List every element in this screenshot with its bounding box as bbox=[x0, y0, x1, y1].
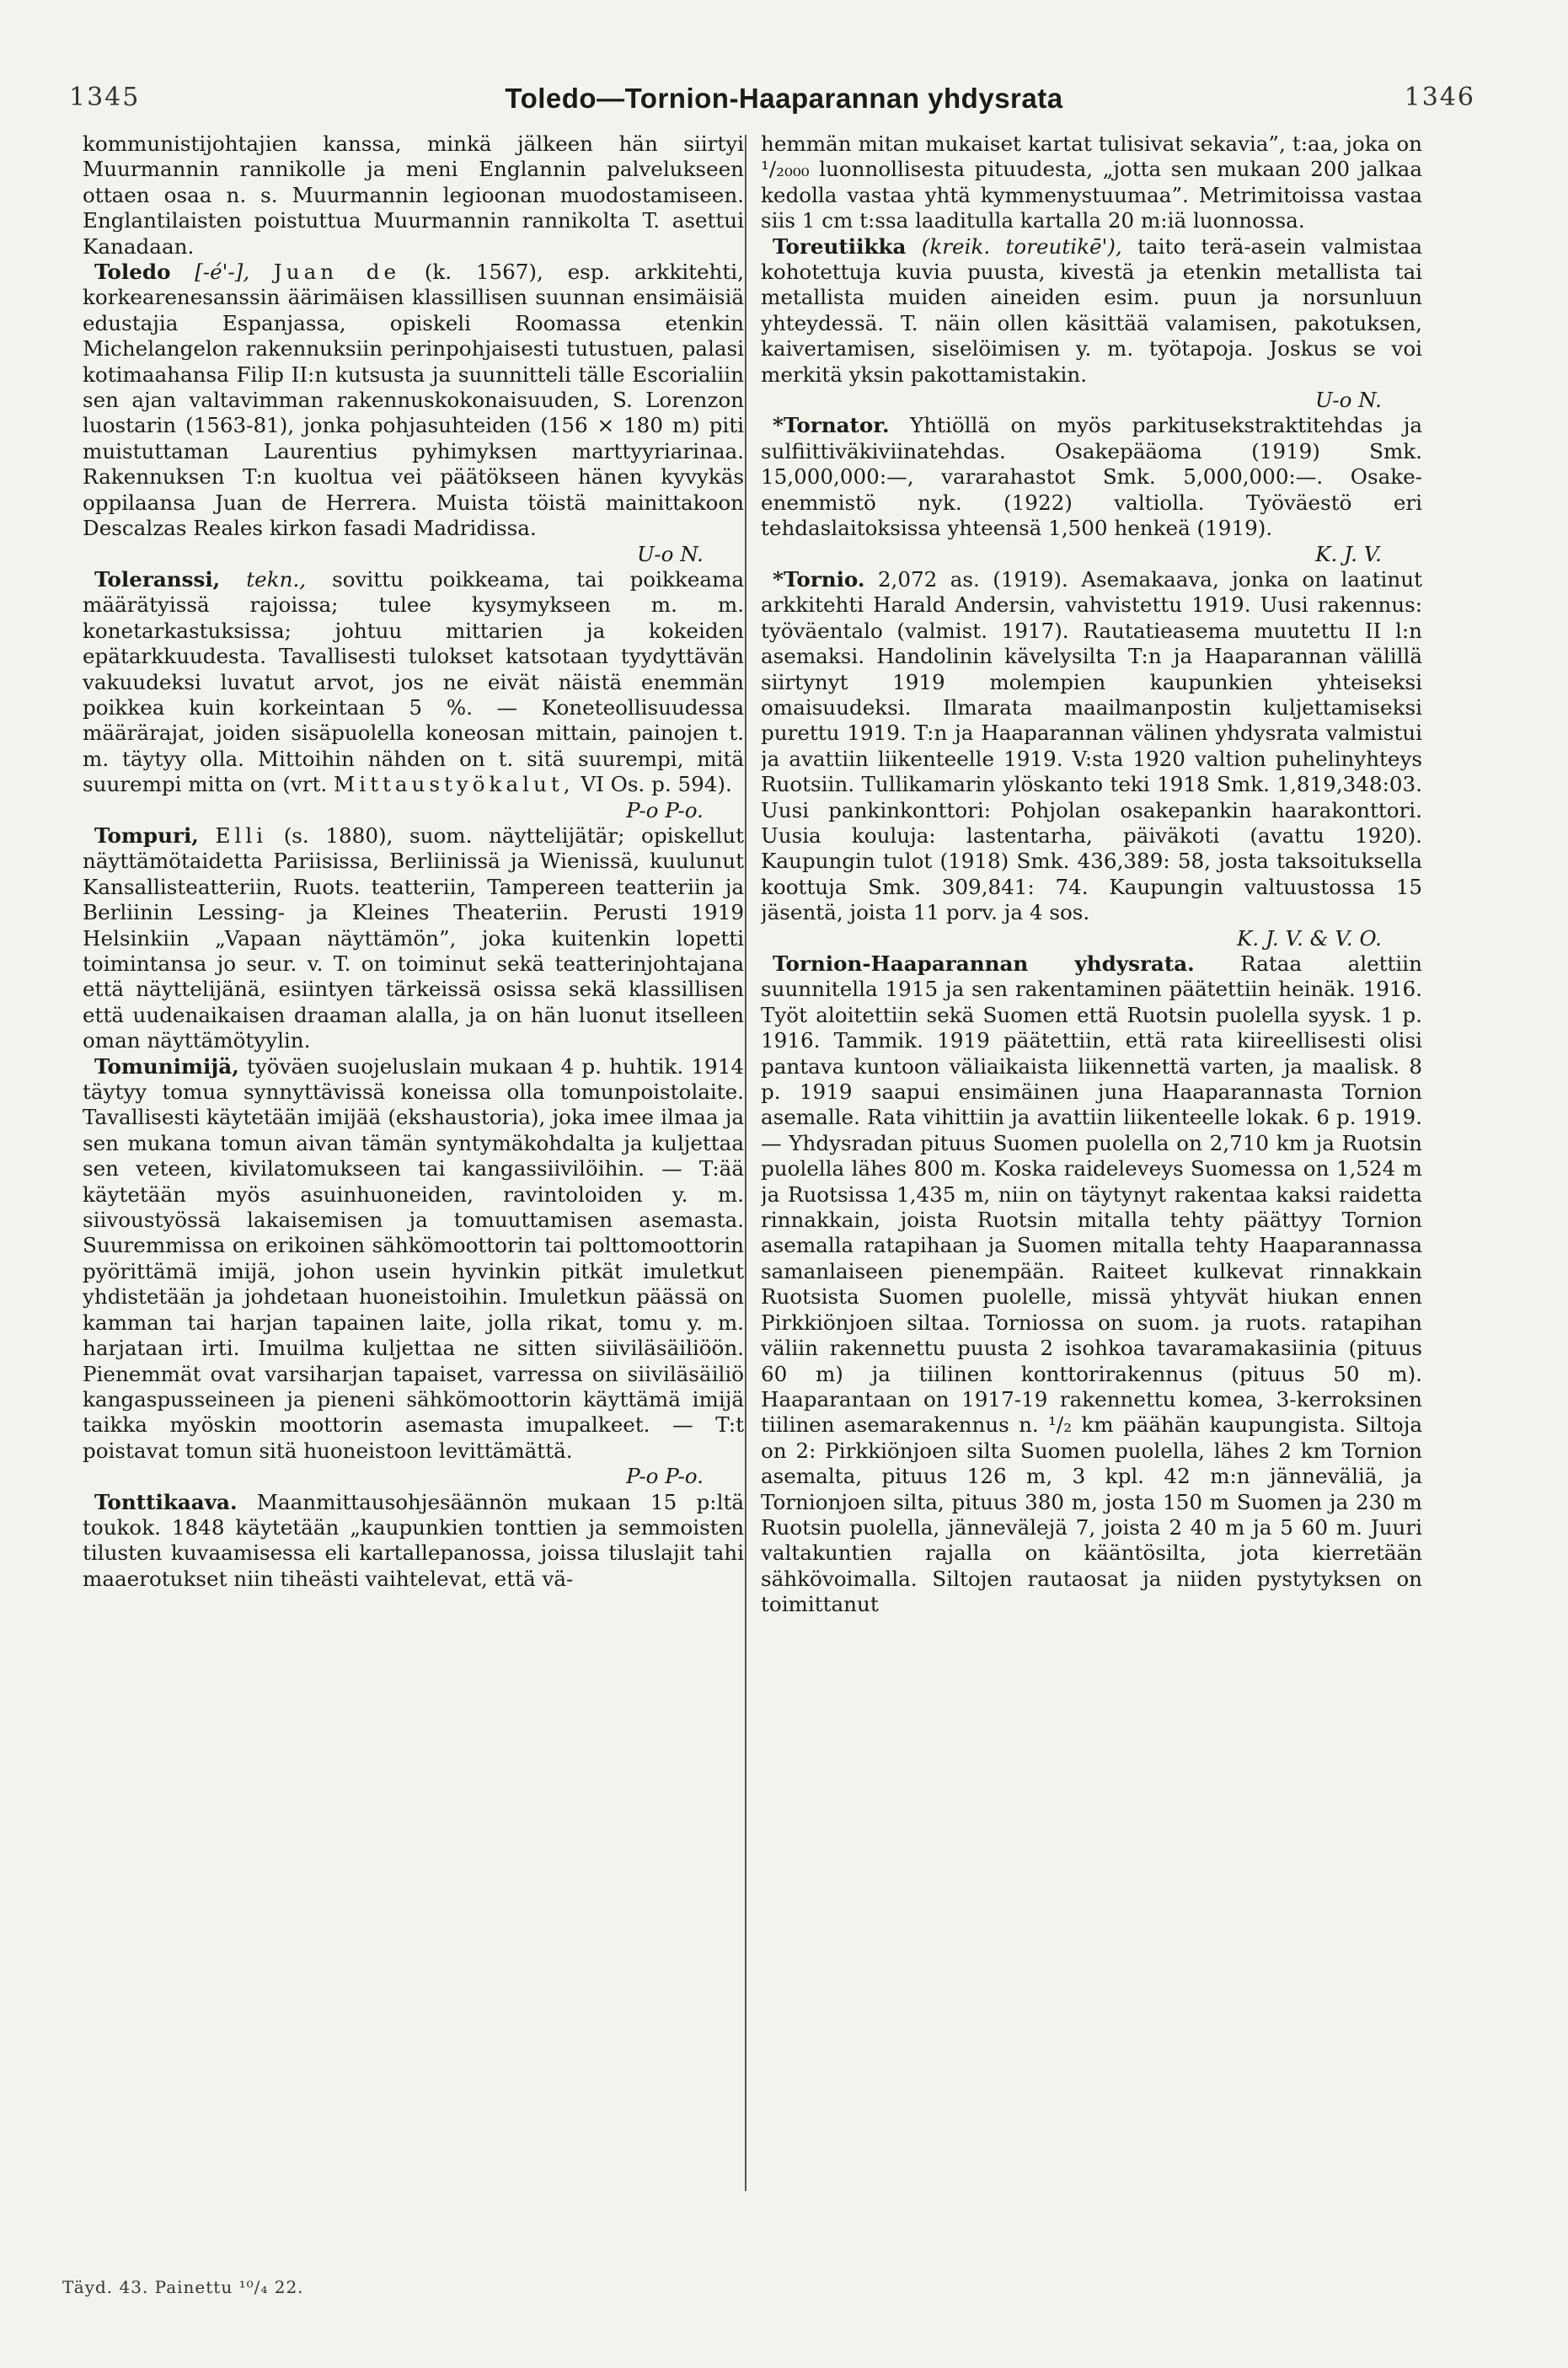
author-signature: U-o N. bbox=[1315, 388, 1382, 413]
entry-text: (k. 1567), esp. arkkitehti, korkearenesanssin äärimäisen klassillisen suunnan ensimäisiä edustajia Espanjassa, opiskeli Roomassa etenkin Michelangelon rakennuksiin perinpohjaisesti tutustuen, palasi kotimaahansa Filip II:n kutsusta ja suunnitteli tälle Escorialiin sen ajan valtavimman rakennuskokonaisuuden, S. Lorenzon luostarin (1563-81), jonka pohjasuhteiden (156 × 180 m) piti muistuttaman Laurentius pyhimyksen marttyyriarinaa. Rakennuksen T:n kuoltua vei päätökseen hänen kyvykäs oppilaansa Juan de Herrera. Muista töistä mainittakoon Descalzas Reales kirkon fasadi Madridissa. bbox=[83, 260, 744, 541]
entry-text: (s. 1880), suom. näyttelijätär; opiskellut näyttämötaidetta Pariisissa, Berliinissä ja Wienissä, kuulunut Kansallisteatteriin, Ruots. teatteriin, Tampereen teatteriin ja Berliinin Lessing- ja Kleines Theateriin. Perusti 1919 Helsinkiin „Vapaan näyttämön”, joka kuitenkin lopetti toimintansa jo seur. v. T. on toiminut sekä teatterinjohtajana että näyttelijänä, esiintyen tärkeissä osissa sekä klassillisen että uudenaikaisen draaman alalla, ja on hän luonut itselleen oman näyttämötyylin. bbox=[83, 822, 744, 1053]
entry-toledo bbox=[83, 260, 744, 541]
entry-text: työväen suojeluslain mukaan 4 p. huhtik. 1914 täytyy tomua synnyttävissä koneissa olla tomunpoistolaite. Tavallisesti käytetään imijää (ekshaustoria), joka imee ilmaa ja sen mukana tomun aivan tämän syntymäkohdalta ja kuljettaa sen veteen, kivilatomukseen tai kangassiivilöihin. — T:ää käytetään myös asuinhuoneiden, ravintoloiden y. m. siivoustyössä lakaisemisen ja tomuuttamisen asemasta. Suuremmissa on erikoinen sähkömoottorin tai polttomoottorin pyörittämä imijä, johon usein hyvinkin pitkät imuletkut yhdistetään ja johdetaan huoneistoihin. Imuletkun päässä on kamman tai harjan tapainen laite, jolla rikat, tomu y. m. harjataan irti. Imuilma kuljettaa ne sitten siiviläsäiliöön. Pienemmät ovat varsiharjan tapaiset, varressa on siiviläsäiliö kangaspusseineen ja pieneni sähkömoottorin käyttämä imijä taikka myöskin moottorin asemasta imupalkeet. — T:t poistavat tomun sitä huoneistoon levittämättä. bbox=[83, 1053, 744, 1463]
headword: Tornion-Haaparannan yhdysrata. bbox=[773, 951, 1195, 976]
printer-footer: Täyd. 43. Painettu ¹⁰/₄ 22. bbox=[62, 2277, 304, 2297]
headword: *Tornio. bbox=[773, 566, 865, 592]
entry-tonttikaava bbox=[83, 1490, 744, 1593]
entry-text-tail: VI Os. p. 594). bbox=[581, 772, 732, 797]
entry-tompuri bbox=[83, 823, 744, 1054]
headword: Tonttikaava. bbox=[94, 1489, 238, 1514]
cross-reference: Mittaustyökalut, bbox=[334, 772, 575, 797]
pronunciation: [-é'-], bbox=[195, 260, 250, 285]
author-signature: P-o P-o. bbox=[626, 797, 704, 822]
headword: Toledo bbox=[94, 260, 171, 285]
entry-tornio bbox=[761, 567, 1422, 926]
author-signature: K. J. V. bbox=[1315, 541, 1382, 566]
field-abbreviation: tekn., bbox=[246, 566, 307, 592]
person-name: Elli bbox=[215, 822, 268, 848]
headword: Toreutiikka bbox=[773, 233, 907, 259]
left-column bbox=[83, 131, 744, 2213]
author-signature: P-o P-o. bbox=[626, 1464, 704, 1489]
etymology: (kreik. toreutikē'), bbox=[921, 233, 1122, 259]
entry-tornion-haaparanta bbox=[761, 951, 1422, 1618]
column-divider bbox=[745, 135, 747, 2191]
entry-tomunimija bbox=[83, 1054, 744, 1465]
entry-tornator bbox=[761, 413, 1422, 541]
entry-text: Yhtiöllä on myös parkitusekstraktitehdas ja sulfiittiväkiviinatehdas. Osakepääoma (1919) Smk. 15,000,000:—, vararahastot Smk. 5,000,000:—. Osake-enemmistö nyk. (1922) valtiolla. Työväestö eri tehdaslaitoksissa yhteensä 1,500 henkeä (1919). bbox=[761, 413, 1422, 541]
entry-toreutiikka bbox=[761, 234, 1422, 388]
entry-text: Maanmittausohjesäännön mukaan 15 p:ltä toukok. 1848 käytetään „kaupunkien tonttien ja semmoisten tilusten kuvaamisessa eli kartallepanossa, joissa tiluslajit tahi maaerotukset niin tiheästi vaihtelevat, että vä- bbox=[83, 1489, 744, 1591]
page-header bbox=[0, 83, 1568, 126]
headword: Toleranssi, bbox=[94, 566, 221, 592]
headword: Tompuri, bbox=[94, 822, 199, 848]
author-signature: U-o N. bbox=[637, 541, 704, 566]
entry-text: 2,072 as. (1919). Asemakaava, jonka on laatinut arkkitehti Harald Andersin, vahvistettu 1919. Uusi rakennus: työväentalo (valmist. 1917). Rautatieasema muutettu II l:n asemaksi. Handolinin kävelysilta T:n ja Haaparannan välillä siirtynyt 1919 molempien kaupunkien yhteiseksi omaisuudeksi. Ilmarata maailmanpostin kuljettamiseksi purettu 1919. T:n ja Haaparannan välinen yhdysrata valmistui ja avattiin liikenteelle 1919. V:sta 1920 valtion puhelinyhteys Ruotsiin. Tullikamarin ylöskanto teki 1918 Smk. 1,819,348:03. Uusi pankinkonttori: Pohjolan osakepankin haarakonttori. Uusia kouluja: lastentarha, päiväkoti (avattu 1920). Kaupungin tulot (1918) Smk. 436,389: 58, josta taksoituksella koottuja Smk. 309,841: 74. Kaupungin valtuustossa 15 jäsentä, joista 11 porv. ja 4 sos. bbox=[761, 566, 1422, 925]
entry-text: sovittu poikkeama, tai poikkeama määrätyissä rajoissa; tulee kysymykseen m. m. konetarkastuksissa; johtuu mittarien ja kokeiden epätarkkuudesta. Tavallisesti tulokset katsotaan tyydyttävän vakuudeksi luvatut arvot, jos ne eivät näistä enemmän poikkea kuin korkeintaan 5 %. — Koneteollisuudessa määrärajat, joiden sisäpuolella koneosan mittain, painojen t. m. täytyy olla. Mittoihin nähden on t. sitä suurempi, mitä suurempi mitta on (vrt. bbox=[83, 566, 744, 797]
headword: Tomunimijä, bbox=[94, 1053, 239, 1079]
author-signature: K. J. V. & V. O. bbox=[1236, 925, 1382, 951]
person-name: Juan de bbox=[273, 260, 401, 285]
paragraph-continued: kommunistijohtajien kanssa, minkä jälkeen hän siirtyi Muurmannin rannikolle ja meni Englannin palvelukseen ottaen osaa n. s. Muurmannin legioonan muodostamiseen. Englantilaisten poistuttua Muurmannin rannikolta T. asettui Kanadaan. bbox=[83, 131, 744, 259]
page-number-right: 1346 bbox=[1404, 83, 1475, 112]
entry-text: Rataa alettiin suunnitella 1915 ja sen rakentaminen päätettiin heinäk. 1916. Työt aloitettiin sekä Suomen että Ruotsin puolella syysk. 1 p. 1916. Tammik. 1919 päätettiin, että rata kiireellisesti olisi pantava kuntoon väliaikaista liikennettä varten, ja maalisk. 8 p. 1919 saapui ensimäinen juna Haaparannasta Tornion asemalle. Rata vihittiin ja avattiin liikenteelle lokak. 6 p. 1919. — Yhdysradan pituus Suomen puolella on 2,710 km ja Ruotsin puolella lähes 800 m. Koska raideleveys Suomessa on 1,524 m ja Ruotsissa 1,435 m, niin on täytynyt rakentaa kaksi raidetta rinnakkain, joista Ruotsin mitalla tehty päättyy Tornion asemalla ratapihaan ja Suomen mitalla tehty Haaparannassa samanlaiseen pienempään. Raiteet kulkevat rinnakkain Ruotsista Suomen puolelle, missä yhtyvät hiukan ennen Pirkkiönjoen siltaa. Torniossa on suom. ja ruots. ratapihan väliin rakennettu puusta 2 isohkoa tavaramakasiinia (pituus 60 m) ja tiilinen konttorirakennus (pituus 50 m). Haaparantaan on 1917-19 rakennettu komea, 3-kerroksinen tiilinen asemarakennus n. ¹/₂ km päähän kaupungista. Siltoja on 2: Pirkkiönjoen silta Suomen puolella, lähes 2 km Tornion asemalta, pituus 126 m, 3 kpl. 42 m:n jänneväliä, ja Tornionjoen silta, pituus 380 m, josta 150 m Suomen ja 230 m Ruotsin puolella, jännevälejä 7, joista 2 40 m ja 5 60 m. Juuri valtakuntien rajalla on kääntösilta, jota kierretään sähkövoimalla. Siltojen rautaosat ja niiden pystytyksen on toimittanut bbox=[761, 951, 1422, 1617]
right-column bbox=[761, 131, 1422, 2213]
headword: *Tornator. bbox=[773, 413, 890, 438]
paragraph-continued: hemmän mitan mukaiset kartat tulisivat sekavia”, t:aa, joka on ¹/₂₀₀₀ luonnollisesta pituudesta, „jotta sen mukaan 200 jalkaa kedolla vastaa yhtä kymmenystuumaa”. Metrimitoissa vastaa siis 1 cm t:ssa laaditulla kartalla 20 m:iä luonnossa. bbox=[761, 131, 1422, 233]
running-title: Toledo—Tornion-Haaparannan yhdysrata bbox=[505, 83, 1063, 114]
entry-toleranssi bbox=[83, 567, 744, 798]
entry-text: taito terä-asein valmistaa kohotettuja kuvia puusta, kivestä ja etenkin metallista tai metallista muiden aineiden esim. puun ja norsunluun yhteydessä. T. näin ollen käsittää valamisen, pakotuksen, kaivertamisen, siselöimisen y. m. työtapoja. Joskus se voi merkitä yksin pakottamistakin. bbox=[761, 233, 1422, 387]
page-number-left: 1345 bbox=[69, 83, 141, 112]
